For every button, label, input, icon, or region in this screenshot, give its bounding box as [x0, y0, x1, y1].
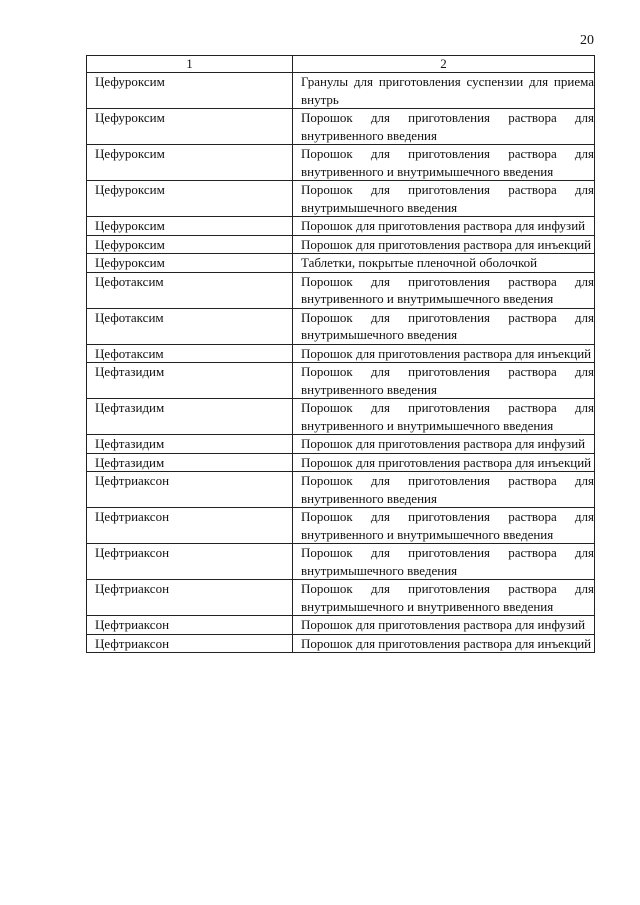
drug-name-cell: Цефуроксим [87, 181, 293, 217]
dosage-form-cell: Порошок для приготовления раствора для внутривенного введения [293, 363, 595, 399]
dosage-form-cell: Порошок для приготовления раствора для инъекций [293, 453, 595, 472]
drug-name-cell: Цефтриаксон [87, 544, 293, 580]
table-row [87, 73, 595, 109]
table-row [87, 272, 595, 308]
table-row [87, 308, 595, 344]
table-header-row [87, 56, 595, 73]
drug-name-cell: Цефтриаксон [87, 616, 293, 635]
dosage-form-cell: Порошок для приготовления раствора для внутривенного введения [293, 109, 595, 145]
drug-name-cell: Цефтриаксон [87, 472, 293, 508]
table-row [87, 634, 595, 653]
drug-name-cell: Цефтазидим [87, 399, 293, 435]
drug-name-cell: Цефтриаксон [87, 508, 293, 544]
table-row [87, 580, 595, 616]
table-row [87, 435, 595, 454]
drug-name-cell: Цефтриаксон [87, 580, 293, 616]
table-row [87, 344, 595, 363]
drug-forms-table [86, 55, 595, 653]
drug-name-cell: Цефуроксим [87, 73, 293, 109]
table-row [87, 109, 595, 145]
table-row [87, 181, 595, 217]
drug-name-cell: Цефтазидим [87, 363, 293, 399]
dosage-form-cell: Порошок для приготовления раствора для инфузий [293, 217, 595, 236]
drug-name-cell: Цефуроксим [87, 145, 293, 181]
dosage-form-cell: Таблетки, покрытые пленочной оболочкой [293, 254, 595, 273]
column-header-2: 2 [293, 56, 595, 73]
table-row [87, 217, 595, 236]
table-row [87, 453, 595, 472]
drug-name-cell: Цефуроксим [87, 109, 293, 145]
drug-name-cell: Цефуроксим [87, 254, 293, 273]
drug-name-cell: Цефтазидим [87, 453, 293, 472]
table-row [87, 254, 595, 273]
dosage-form-cell: Порошок для приготовления раствора для внутримышечного и внутривенного введения [293, 580, 595, 616]
drug-name-cell: Цефотаксим [87, 272, 293, 308]
dosage-form-cell: Порошок для приготовления раствора для инъекций [293, 634, 595, 653]
drug-name-cell: Цефтриаксон [87, 634, 293, 653]
dosage-form-cell: Порошок для приготовления раствора для внутримышечного введения [293, 181, 595, 217]
table-row [87, 363, 595, 399]
dosage-form-cell: Порошок для приготовления раствора для инъекций [293, 235, 595, 254]
table-row [87, 544, 595, 580]
drug-name-cell: Цефтазидим [87, 435, 293, 454]
dosage-form-cell: Порошок для приготовления раствора для инфузий [293, 616, 595, 635]
table-row [87, 616, 595, 635]
dosage-form-cell: Гранулы для приготовления суспензии для приема внутрь [293, 73, 595, 109]
dosage-form-cell: Порошок для приготовления раствора для внутривенного и внутримышечного введения [293, 399, 595, 435]
dosage-form-cell: Порошок для приготовления раствора для внутривенного и внутримышечного введения [293, 272, 595, 308]
table-row [87, 145, 595, 181]
table-row [87, 399, 595, 435]
dosage-form-cell: Порошок для приготовления раствора для внутривенного и внутримышечного введения [293, 508, 595, 544]
table-row [87, 235, 595, 254]
table-row [87, 508, 595, 544]
page-number: 20 [580, 33, 594, 48]
dosage-form-cell: Порошок для приготовления раствора для инъекций [293, 344, 595, 363]
dosage-form-cell: Порошок для приготовления раствора для внутримышечного введения [293, 544, 595, 580]
drug-name-cell: Цефотаксим [87, 344, 293, 363]
column-header-1: 1 [87, 56, 293, 73]
table-row [87, 472, 595, 508]
dosage-form-cell: Порошок для приготовления раствора для внутримышечного введения [293, 308, 595, 344]
drug-name-cell: Цефотаксим [87, 308, 293, 344]
drug-name-cell: Цефуроксим [87, 217, 293, 236]
drug-name-cell: Цефуроксим [87, 235, 293, 254]
dosage-form-cell: Порошок для приготовления раствора для внутривенного и внутримышечного введения [293, 145, 595, 181]
dosage-form-cell: Порошок для приготовления раствора для инфузий [293, 435, 595, 454]
dosage-form-cell: Порошок для приготовления раствора для внутривенного введения [293, 472, 595, 508]
